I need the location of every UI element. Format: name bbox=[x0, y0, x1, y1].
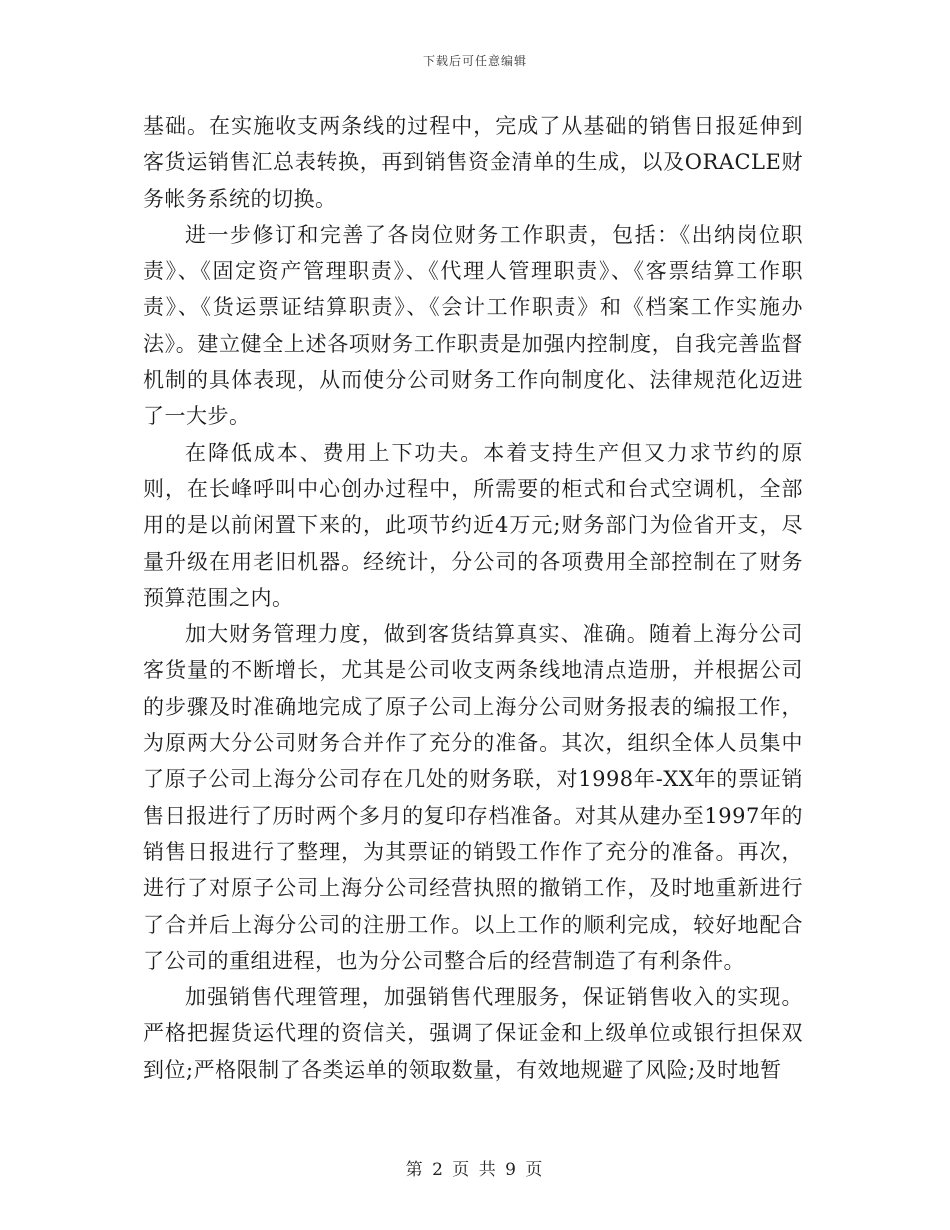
header-note: 下载后可任意编辑 bbox=[422, 54, 527, 68]
page-number-footer: 第 2 页 共 9 页 bbox=[405, 1160, 545, 1180]
paragraph-financial-management: 加大财务管理力度，做到客货结算真实、准确。随着上海分公司客货量的不断增长，尤其是公司收支两条线地清点造册，并根据公司的步骤及时准确地完成了原子公司上海分公司财务报表的编报工作，为原两大分公司财务合并作了充分的准备。其次，组织全体人员集中了原子公司上海分公司存在几处的财务联，对1998年-XX年的票证销售日报进行了历时两个多月的复印存档准备。对其从建办至1997年的销售日报进行了整理，为其票证的销毁工作作了充分的准备。再次，进行了对原子公司上海分公司经营执照的撤销工作，及时地重新进行了合并后上海分公司的注册工作。以上工作的顺利完成，较好地配合了公司的重组进程，也为分公司整合后的经营制造了有利条件。 bbox=[143, 622, 803, 973]
paragraph-continuation: 基础。在实施收支两条线的过程中，完成了从基础的销售日报延伸到客货运销售汇总表转换，再到销售资金清单的生成，以及ORACLE财务帐务系统的切换。 bbox=[143, 114, 803, 211]
document-body bbox=[143, 108, 803, 1088]
paragraph-sales-agency: 加强销售代理管理，加强销售代理服务，保证销售收入的实现。严格把握货运代理的资信关，强调了保证金和上级单位或银行担保双到位;严格限制了各类运单的领取数量，有效地规避了风险;及时地暂 bbox=[143, 985, 803, 1082]
paragraph-job-duties: 进一步修订和完善了各岗位财务工作职责，包括：《出纳岗位职责》、《固定资产管理职责》、《代理人管理职责》、《客票结算工作职责》、《货运票证结算职责》、《会计工作职责》和《档案工作实施办法》。建立健全上述各项财务工作职责是加强内控制度，自我完善监督机制的具体表现，从而使分公司财务工作向制度化、法律规范化迈进了一大步。 bbox=[143, 222, 803, 429]
paragraph-cost-reduction: 在降低成本、费用上下功夫。本着支持生产但又力求节约的原则，在长峰呼叫中心创办过程中，所需要的柜式和台式空调机，全部用的是以前闲置下来的，此项节约近4万元;财务部门为俭省开支，尽量升级在用老旧机器。经统计，分公司的各项费用全部控制在了财务预算范围之内。 bbox=[143, 440, 803, 610]
